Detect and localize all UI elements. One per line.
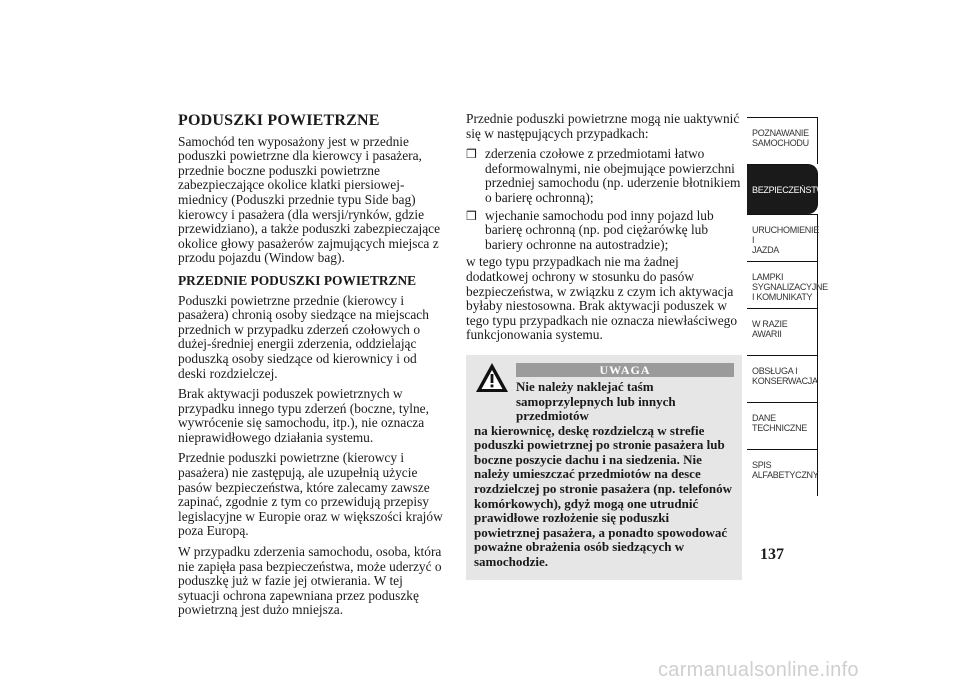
sidebar-tab-label: JAZDA	[752, 245, 780, 255]
right-column	[466, 112, 742, 580]
warning-box	[466, 355, 742, 580]
sidebar-tab-3[interactable]	[747, 261, 828, 308]
warning-text: na kierownicę, deskę rozdzielczą w strefie poduszki powietrznej po stronie pasażera lub boczne poszycie dachu i na siedzenia. Nie należy umieszczać przedmiotów na desce rozdzielczej po stronie pasażera (np. telefonów komórkowych), gdyż mogą one utrudnić prawidłowe rozłożenie się poduszki powietrznej pasażera, a ponadto spowodować poważne obrażenia osób siedzących w samochodzie.	[474, 422, 733, 570]
list-item: ❒ wjechanie samochodu pod inny pojazd lub barierę ochronną (np. pod ciężarówkę lub bariery ochronne na autostradzie);	[466, 207, 714, 252]
sidebar-tab-label: URUCHOMIENIE I	[752, 225, 819, 245]
right-intro: Przednie poduszki powietrzne mogą nie uaktywnić się w następujących przypadkach:	[466, 111, 740, 141]
paragraph-4: W przypadku zderzenia samochodu, osoba, która nie zapięła pasa bezpieczeństwa, może uderzyć o poduszkę już w fazie jej otwierania. W tej sytuacji ochrona zapewniana przez poduszkę powietrzną jest dużo mniejsza.	[178, 544, 442, 618]
sidebar-tab-label: SPIS	[752, 460, 772, 470]
sidebar-tab-label: I KOMUNIKATY	[752, 292, 813, 302]
page-title: PODUSZKI POWIETRZNE	[178, 112, 380, 129]
section-heading: PRZEDNIE PODUSZKI POWIETRZNE	[178, 272, 417, 288]
right-paragraph: w tego typu przypadkach nie ma żadnej dodatkowej ochrony w stosunku do pasów bezpieczeństwa, w związku z czym ich aktywacja byłaby niestosowna. Brak aktywacji poduszek w tego typu przypadkach nie oznacza niewłaściwego funkcjonowania systemu.	[466, 254, 738, 343]
sidebar-tab-7[interactable]	[747, 449, 818, 496]
sidebar-tab-label: LAMPKI	[752, 272, 784, 282]
sidebar-tab-label: BEZPIECZEŃSTWO	[752, 185, 832, 195]
checkbox-bullet-icon: ❒	[466, 147, 477, 162]
sidebar-tab-label: SAMOCHODU	[752, 138, 809, 148]
left-column	[178, 112, 444, 624]
paragraph-3: Przednie poduszki powietrzne (kierowcy i pasażera) nie zastępują, ale uzupełnią użycie pasów bezpieczeństwa, które zalecamy zawsze zapinać, zgodnie z tym co przewidują przepisy legislacyjne w Europie oraz w większości krajów poza Europą.	[178, 450, 443, 539]
paragraph-1: Poduszki powietrzne przednie (kierowcy i pasażera) chronią osoby siedzące na miejscach przednich w przypadku zderzeń czołowych o dużej-średniej energii zderzenia, oddzielając poduszką osoby siedzące od kierownicy i od deski rozdzielczej.	[178, 292, 429, 381]
bullet-list	[466, 147, 742, 252]
intro-paragraph: Samochód ten wyposażony jest w przednie poduszki powietrzne dla kierowcy i pasażera, przednie boczne poduszki powietrzne zabezpieczające okolice klatki piersiowej-miednicy (Poduszki przednie typu Side bag) kierowcy i pasażera (dla wersji/rynków, gdzie przewidziano), a także poduszki zabezpieczające okolice głowy pasażerów zajmujących miejsca z przodu pojazdu (Window bag).	[178, 133, 441, 266]
sidebar-tab-label: KONSERWACJA	[752, 376, 818, 386]
sidebar-tab-label: DANE	[752, 413, 776, 423]
warning-label: UWAGA	[516, 363, 734, 377]
sidebar-tab-label: OBSŁUGA I	[752, 366, 798, 376]
sidebar-tab-6[interactable]	[747, 402, 818, 449]
watermark: carmanualsonline.info	[658, 659, 859, 681]
sidebar-tab-4[interactable]	[747, 308, 818, 355]
chapter-sidebar	[747, 117, 832, 496]
warning-first-line: Nie należy naklejać taśm samoprzylepnych lub innych przedmiotów	[516, 378, 676, 424]
sidebar-tab-label: POZNAWANIE	[752, 128, 809, 138]
sidebar-tab-label: TECHNICZNE	[752, 423, 807, 433]
sidebar-tab-label: SYGNALIZACYJNE	[752, 282, 828, 292]
sidebar-tab-0[interactable]	[747, 117, 818, 164]
page-number: 137	[760, 546, 784, 563]
sidebar-tab-label: W RAZIE AWARII	[752, 319, 788, 339]
warning-triangle-icon	[474, 361, 510, 394]
list-item: ❒ zderzenia czołowe z przedmiotami łatwo deformowalnymi, nie obejmujące powierzchni przedniej samochodu (np. uderzenie błotnikiem o barierę ochronną);	[466, 146, 741, 205]
sidebar-tab-1[interactable]	[747, 164, 832, 214]
sidebar-tab-2[interactable]	[747, 214, 818, 261]
sidebar-tab-5[interactable]	[747, 355, 818, 402]
paragraph-2: Brak aktywacji poduszek powietrznych w przypadku innego typu zderzeń (boczne, tylne, wywrócenie się samochodu, itp.), nie oznacza nieprawidłowego działania systemu.	[178, 386, 429, 445]
sidebar-tab-label: ALFABETYCZNY	[752, 470, 819, 480]
checkbox-bullet-icon: ❒	[466, 208, 477, 223]
